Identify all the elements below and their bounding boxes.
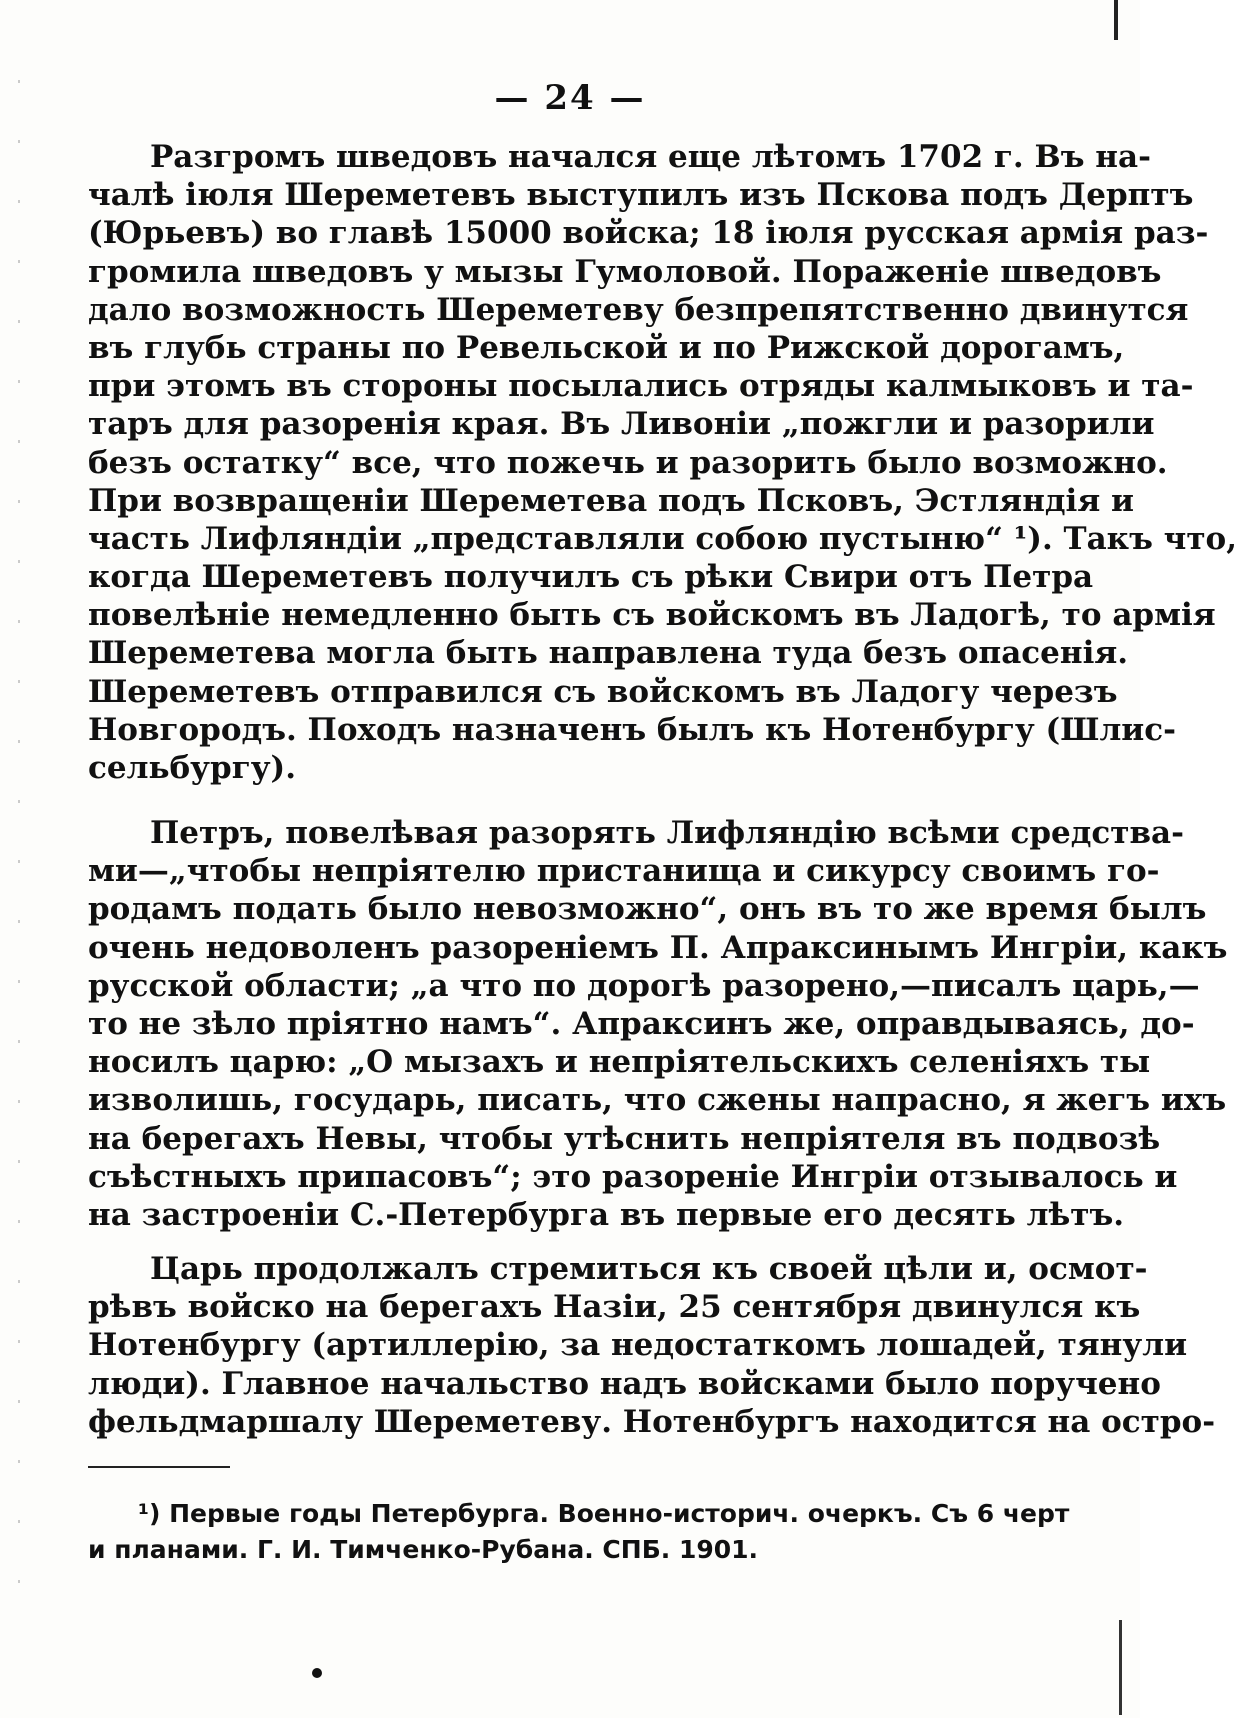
text-line: когда Шереметевъ получилъ съ рѣки Свири отъ Петра bbox=[88, 559, 1094, 596]
scan-edge-left bbox=[18, 80, 20, 1640]
text-line: на берегахъ Невы, чтобы утѣснить непріятеля въ подвозѣ bbox=[88, 1120, 1161, 1157]
text-line: при этомъ въ стороны посылались отряды калмыковъ и та- bbox=[88, 368, 1194, 405]
text-line: повелѣніе немедленно быть съ войскомъ въ Ладогѣ, то армія bbox=[88, 597, 1216, 634]
text-line: люди). Главное начальство надъ войсками было поручено bbox=[88, 1365, 1161, 1402]
text-line: на застроеніи С.-Петербурга въ первые его десять лѣтъ. bbox=[88, 1196, 1125, 1233]
text-line: съѣстныхъ припасовъ“; это разореніе Ингріи отзывалось и bbox=[88, 1158, 1178, 1195]
text-line: Царь продолжалъ стремиться къ своей цѣли и, осмот- bbox=[150, 1251, 1148, 1287]
text-line: рѣвъ войско на берегахъ Назіи, 25 сентября двинулся къ bbox=[88, 1289, 1141, 1326]
footnote-divider bbox=[88, 1466, 230, 1468]
text-line: Шереметева могла быть направлена туда безъ опасенія. bbox=[88, 635, 1129, 672]
text-line: чалѣ іюля Шереметевъ выступилъ изъ Пскова подъ Дерптъ bbox=[88, 177, 1194, 214]
text-line: сельбургу). bbox=[88, 750, 296, 786]
scan-speck bbox=[312, 1668, 322, 1678]
text-line: Нотенбургу (артиллерію, за недостаткомъ лошадей, тянули bbox=[88, 1327, 1188, 1364]
text-line: (Юрьевъ) во главѣ 15000 войска; 18 іюля русская армія раз- bbox=[88, 215, 1209, 252]
footnote-line: ¹) Первые годы Петербурга. Военно-историч. очеркъ. Съ 6 черт bbox=[138, 1499, 1070, 1528]
paragraph-3 bbox=[88, 1250, 1216, 1441]
text-line: таръ для разоренія края. Въ Ливоніи „пожгли и разорили bbox=[88, 406, 1155, 443]
text-line: ми—„чтобы непріятелю пристанища и сикурсу своимъ го- bbox=[88, 853, 1160, 890]
scan-edge-right-bottom bbox=[1119, 1620, 1122, 1715]
text-line: то не зѣло пріятно намъ“. Апраксинъ же, оправдываясь, до- bbox=[88, 1005, 1195, 1042]
scan-edge-right-top bbox=[1114, 0, 1118, 40]
text-line: Разгромъ шведовъ начался еще лѣтомъ 1702 г. Въ на- bbox=[150, 139, 1151, 175]
footnote-line: и планами. Г. И. Тимченко-Рубана. СПБ. 1901. bbox=[88, 1535, 759, 1564]
text-line: безъ остатку“ все, что пожечь и разорить было возможно. bbox=[88, 444, 1168, 481]
text-line: Петръ, повелѣвая разорять Лифляндію всѣми средства- bbox=[150, 815, 1184, 851]
text-line: русской области; „а что по дорогѣ разорено,—писалъ царь,— bbox=[88, 967, 1200, 1004]
text-line: часть Лифляндіи „представляли собою пустыню“ ¹). Такъ что, bbox=[88, 520, 1237, 557]
text-line: Новгородъ. Походъ назначенъ былъ къ Нотенбургу (Шлис- bbox=[88, 711, 1177, 748]
text-line: фельдмаршалу Шереметеву. Нотенбургъ находится на остро- bbox=[88, 1403, 1216, 1440]
text-line: Шереметевъ отправился съ войскомъ въ Ладогу черезъ bbox=[88, 673, 1118, 710]
text-line: въ глубь страны по Ревельской и по Рижской дорогамъ, bbox=[88, 329, 1125, 366]
paragraph-2 bbox=[88, 814, 1228, 1234]
text-line: носилъ царю: „О мызахъ и непріятельскихъ селеніяхъ ты bbox=[88, 1044, 1151, 1081]
text-line: дало возможность Шереметеву безпрепятственно двинутся bbox=[88, 291, 1189, 328]
page-number: — 24 — bbox=[494, 78, 646, 118]
paragraph-1 bbox=[88, 138, 1237, 787]
text-line: очень недоволенъ разореніемъ П. Апраксинымъ Ингріи, какъ bbox=[88, 929, 1228, 966]
footnote bbox=[88, 1496, 1070, 1568]
text-line: При возвращеніи Шереметева подъ Псковъ, Эстляндія и bbox=[88, 482, 1135, 519]
text-line: изволишь, государь, писать, что сжены напрасно, я жегъ ихъ bbox=[88, 1082, 1227, 1119]
text-line: родамъ подать было невозможно“, онъ въ то же время былъ bbox=[88, 891, 1207, 928]
text-line: громила шведовъ у мызы Гумоловой. Пораженіе шведовъ bbox=[88, 253, 1162, 290]
